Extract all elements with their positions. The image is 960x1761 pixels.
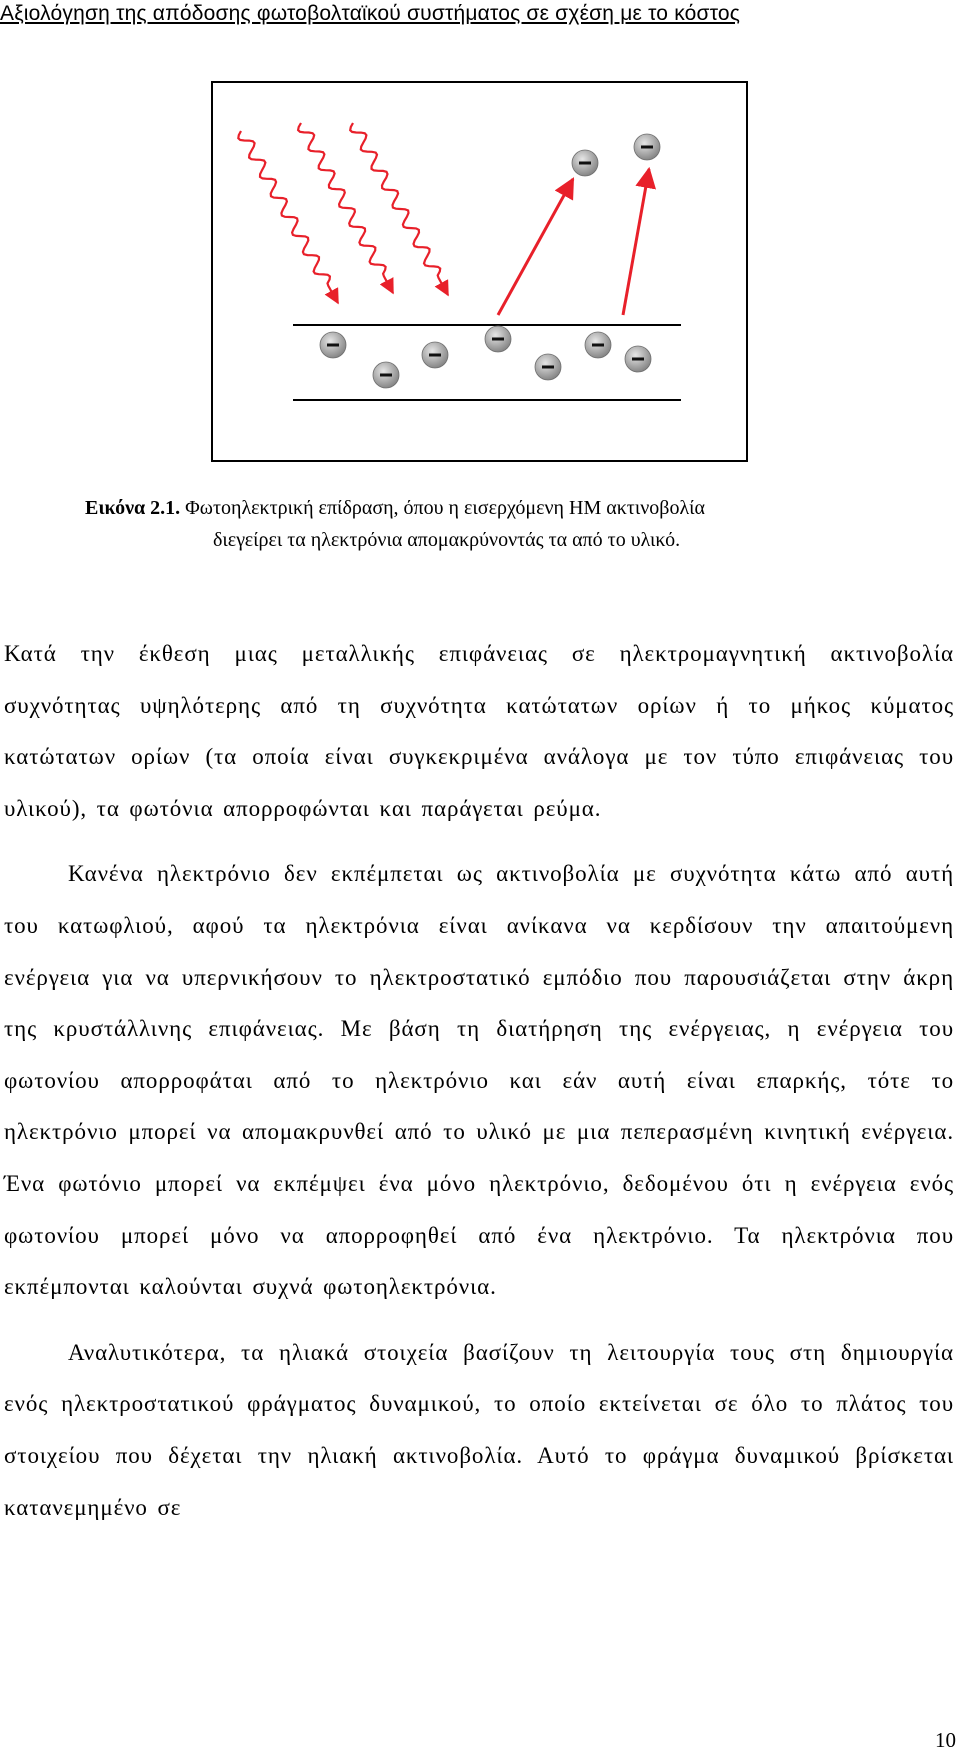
electron-icon (585, 332, 611, 358)
electron-icon (422, 342, 448, 368)
paragraph-1: Κατά την έκθεση μιας μεταλλικής επιφάνειας σε ηλεκτρομαγνητική ακτινοβολία συχνότητας υψηλότερης από τη συχνότητα κατώτατων ορίων ή το μήκος κύματος κατώτατων ορίων (τα οποία είναι συγκεκριμένα ανάλογα με τον τύπο επιφάνειας του υλικού), τα φωτόνια απορροφώνται και παράγεται ρεύμα. (4, 641, 954, 821)
caption-label: Εικόνα 2.1. (85, 497, 181, 519)
emitted-electron-arrow (623, 169, 649, 315)
caption-line2: διεγείρει τα ηλεκτρόνια απομακρύνοντάς τα από το υλικό. (213, 529, 681, 551)
incoming-photons (238, 123, 448, 303)
electron-icon (485, 326, 511, 352)
electron-icon (572, 150, 598, 176)
photon-wave (298, 123, 393, 293)
figure-frame (211, 81, 748, 462)
paragraph-3: Αναλυτικότερα, τα ηλιακά στοιχεία βασίζουν τη λειτουργία τους στη δημιουργία ενός ηλεκτροστατικού φράγματος δυναμικού, το οποίο εκτείνεται σε όλο το πλάτος του στοιχείου που δέχεται την ηλιακή ακτινοβολία. Αυτό το φράγμα δυναμικού βρίσκεται κατανεμημένο σε (4, 1339, 954, 1520)
electrons (320, 134, 660, 388)
photoelectric-effect-diagram-icon (213, 83, 746, 460)
caption-line1: Φωτοηλεκτρική επίδραση, όπου η εισερχόμενη ΗΜ ακτινοβολία (185, 497, 705, 519)
body-text (4, 628, 954, 1533)
page-header: Αξιολόγηση της απόδοσης φωτοβολταϊκού συστήματος σε σχέση με το κόστος (0, 2, 741, 25)
emitted-electron-arrow (498, 179, 573, 315)
electron-icon (373, 362, 399, 388)
electron-icon (320, 332, 346, 358)
figure-caption (85, 492, 885, 556)
paragraph-2: Κανένα ηλεκτρόνιο δεν εκπέμπεται ως ακτινοβολία με συχνότητα κάτω από αυτή του κατωφλιού, αφού τα ηλεκτρόνια είναι ανίκανα να κερδίσουν την απαιτούμενη ενέργεια για να υπερνικήσουν το ηλεκτροστατικό εμπόδιο που παρουσιάζεται στην άκρη της κρυστάλλινης επιφάνειας. Με βάση τη διατήρηση της ενέργειας, η ενέργεια του φωτονίου απορροφάται από το ηλεκτρόνιο και εάν αυτή είναι επαρκής, τότε το ηλεκτρόνιο μπορεί να απομακρυνθεί από το υλικό με μια πεπερασμένη κινητική ενέργεια. Ένα φωτόνιο μπορεί να εκπέμψει ένα μόνο ηλεκτρόνιο, δεδομένου ότι η ενέργεια ενός φωτονίου μπορεί μόνο να απορροφηθεί από ένα ηλεκτρόνιο. Τα ηλεκτρόνια που εκπέμπονται καλούνται συχνά φωτοηλεκτρόνια. (4, 861, 954, 1300)
photon-wave (350, 123, 448, 295)
page-number: 10 (935, 1728, 956, 1752)
electron-icon (634, 134, 660, 160)
electron-icon (625, 346, 651, 372)
electron-icon (535, 354, 561, 380)
